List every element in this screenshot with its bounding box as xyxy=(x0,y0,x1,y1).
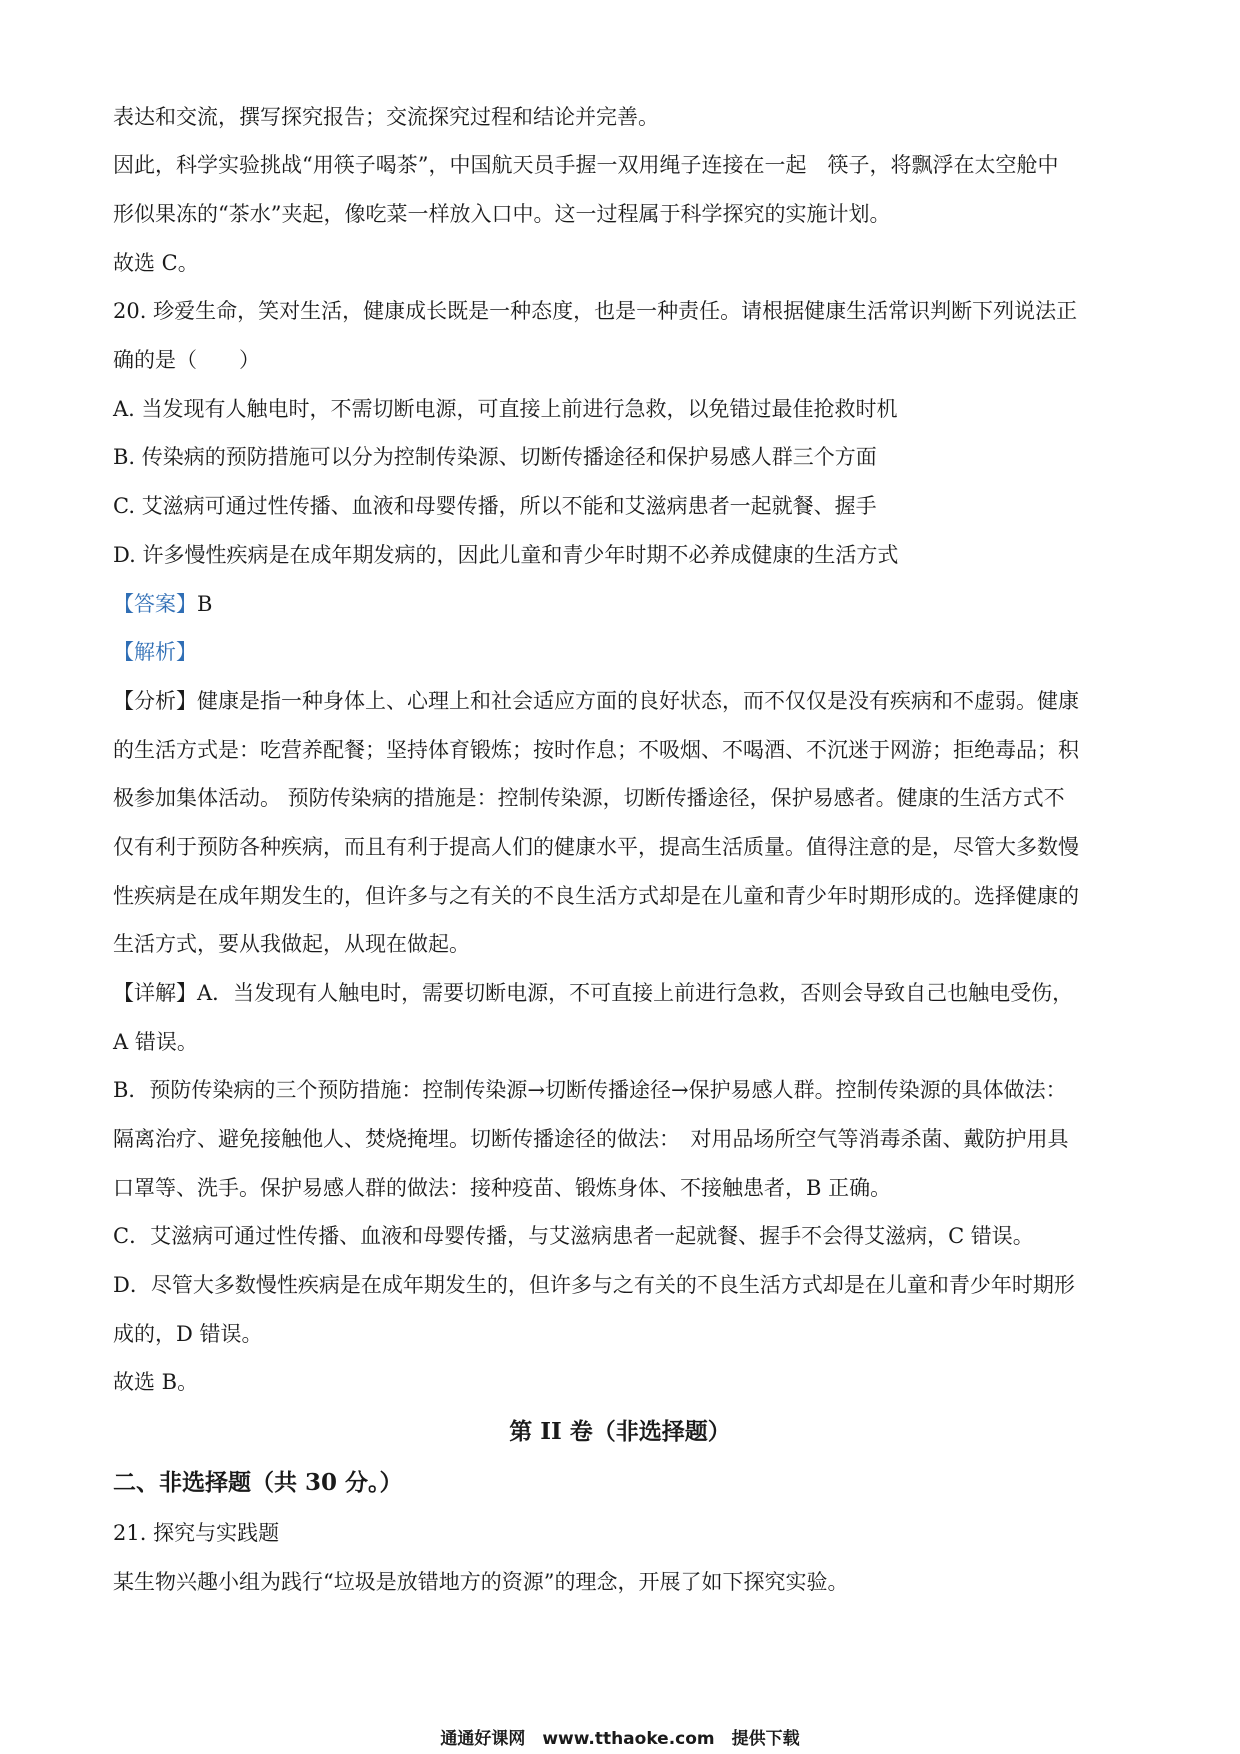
analysis-header xyxy=(113,637,1133,667)
question-21-text: 某生物兴趣小组为践行“垃圾是放错地方的资源”的理念，开展了如下探究实验。 xyxy=(113,1570,849,1594)
detail-label: 【详解】 xyxy=(113,981,197,1005)
analysis-label: 【分析】 xyxy=(113,689,197,713)
detail-line: 故选 B。 xyxy=(113,1370,199,1394)
text-line: 因此，科学实验挑战“用筷子喝茶”，中国航天员手握一双用绳子连接在一起 筷子，将飘浮在太空舱中 xyxy=(113,153,1059,177)
answer-value: B xyxy=(197,592,213,616)
text-line: 表达和交流，撰写探究报告；交流探究过程和结论并完善。 xyxy=(113,105,659,129)
question-21-title: 21. 探究与实践题 xyxy=(113,1521,280,1545)
analysis-line: 仅有利于预防各种疾病，而且有利于提高人们的健康水平，提高生活质量。值得注意的是，尽管大多数慢 xyxy=(113,835,1079,859)
detail-line: 口罩等、洗手。保护易感人群的做法：接种疫苗、锻炼身体、不接触患者，B 正确。 xyxy=(113,1176,892,1200)
detail-line xyxy=(113,978,1133,1008)
part-title: 二、非选择题（共 30 分。） xyxy=(113,1469,403,1496)
option-c: C. 艾滋病可通过性传播、血液和母婴传播，所以不能和艾滋病患者一起就餐、握手 xyxy=(113,494,877,518)
analysis-line: 性疾病是在成年期发生的，但许多与之有关的不良生活方式却是在儿童和青少年时期形成的。选择健康的 xyxy=(113,884,1079,908)
analysis-line: 的生活方式是：吃营养配餐；坚持体育锻炼；按时作息；不吸烟、不喝酒、不沉迷于网游；拒绝毒品；积 xyxy=(113,738,1079,762)
section-title: 第 II 卷（非选择题） xyxy=(509,1418,731,1445)
detail-line: 成的，D 错误。 xyxy=(113,1322,263,1346)
question-20-stem: 20. 珍爱生命，笑对生活，健康成长既是一种态度，也是一种责任。请根据健康生活常识判断下列说法正 xyxy=(113,299,1078,323)
detail-text: A．当发现有人触电时，需要切断电源，不可直接上前进行急救，否则会导致自己也触电受伤， xyxy=(197,981,1074,1005)
analysis-line: 生活方式，要从我做起，从现在做起。 xyxy=(113,932,470,956)
question-20-stem-cont: 确的是（ ） xyxy=(113,348,260,372)
text-line: 故选 C。 xyxy=(113,251,199,275)
option-b: B. 传染病的预防措施可以分为控制传染源、切断传播途径和保护易感人群三个方面 xyxy=(113,445,877,469)
page-footer: 通通好课网 www.tthaoke.com 提供下载 xyxy=(440,1729,800,1749)
analysis-text: 健康是指一种身体上、心理上和社会适应方面的良好状态，而不仅仅是没有疾病和不虚弱。健康 xyxy=(197,689,1079,713)
detail-line: C．艾滋病可通过性传播、血液和母婴传播，与艾滋病患者一起就餐、握手不会得艾滋病，C 错误。 xyxy=(113,1224,1034,1248)
analysis-tag: 【解析】 xyxy=(113,640,197,664)
detail-line: D．尽管大多数慢性疾病是在成年期发生的，但许多与之有关的不良生活方式却是在儿童和青少年时期形 xyxy=(113,1273,1075,1297)
analysis-line: 极参加集体活动。 预防传染病的措施是：控制传染源，切断传播途径，保护易感者。健康的生活方式不 xyxy=(113,786,1065,810)
answer-line xyxy=(113,589,1133,619)
analysis-line xyxy=(113,686,1133,716)
detail-line: B．预防传染病的三个预防措施：控制传染源→切断传播途径→保护易感人群。控制传染源的具体做法： xyxy=(113,1078,1067,1102)
option-d: D. 许多慢性疾病是在成年期发病的，因此儿童和青少年时期不必养成健康的生活方式 xyxy=(113,543,899,567)
detail-line: 隔离治疗、避免接触他人、焚烧掩埋。切断传播途径的做法： 对用品场所空气等消毒杀菌、戴防护用具 xyxy=(113,1127,1069,1151)
detail-line: A 错误。 xyxy=(113,1030,198,1054)
text-line: 形似果冻的“茶水”夹起，像吃菜一样放入口中。这一过程属于科学探究的实施计划。 xyxy=(113,202,891,226)
answer-tag: 【答案】 xyxy=(113,592,197,616)
option-a: A. 当发现有人触电时，不需切断电源，可直接上前进行急救，以免错过最佳抢救时机 xyxy=(113,397,898,421)
